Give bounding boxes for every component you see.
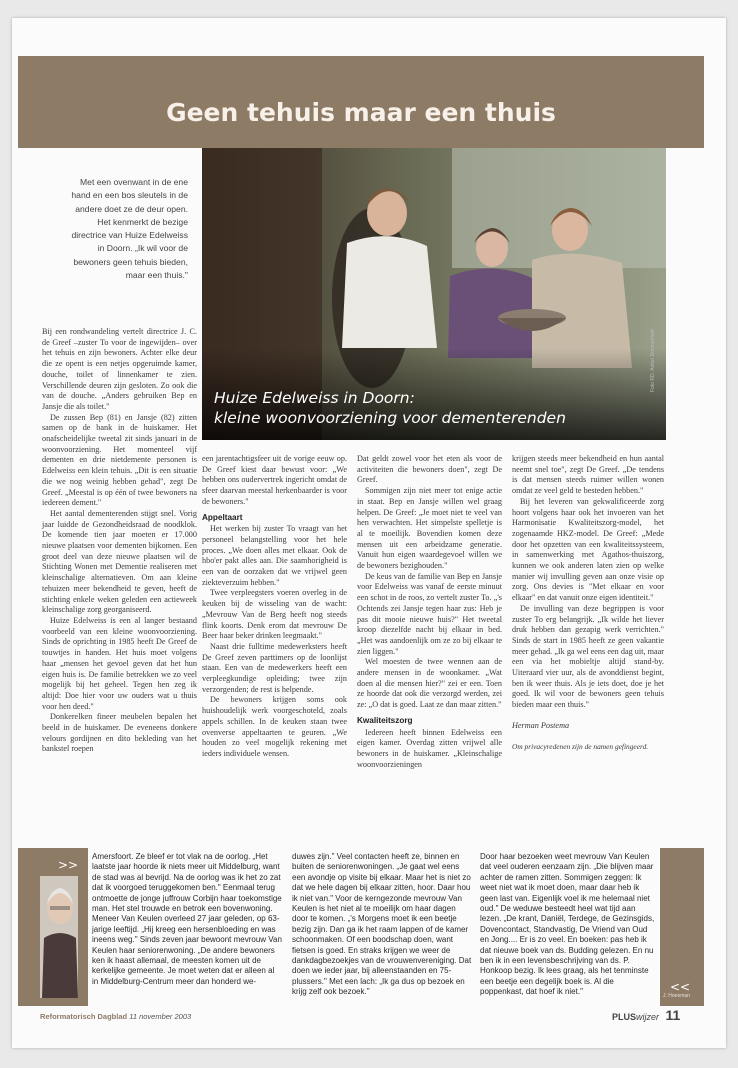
portrait-photo bbox=[40, 876, 78, 998]
paragraph: De keus van de familie van Bep en Jansje voor Edelweiss was vanaf de eerste minuut een schot in de roos, zo vertelt zuster To. „'s Ochtends zei Jansje tegen haar zus: Heb je pas dit mooie nieuwe huis?" Het tweetal kroop diezelfde nacht bij elkaar in bed. „Het was aandoenlijk om ze zo bij elkaar te zien liggen." bbox=[357, 571, 502, 656]
paragraph: Dat geldt zowel voor het eten als voor de activiteiten die bewoners doen", zegt De Greef. bbox=[357, 454, 502, 485]
paragraph: De zussen Bep (81) en Jansje (82) zitten samen op de bank in de huiskamer. Het onafscheidelijke tweetal zit sinds januari in de woonvoorziening. Het momenteel vijf dementen en drie nietdemente personen is Edelweiss een klein tehuis. „Dit is een situatie die we nog weinig hebben gehad", zegt De Greef. „Meestal is op één of twee bewoners na iedereen dement." bbox=[42, 412, 197, 508]
arrows-left-icon: << bbox=[670, 980, 691, 994]
footer-section bbox=[612, 1007, 680, 1023]
issue-date: 11 november 2003 bbox=[129, 1012, 192, 1021]
subheading-kwaliteitszorg: Kwaliteitszorg bbox=[357, 715, 413, 725]
paragraph: Door haar bezoeken weet mevrouw Van Keulen dat veel ouderen eenzaam zijn. „Die blijven maar achter de ramen zitten. Sommigen zeggen: Ik weet niet wat ik moet doen, maar daar heb ik geen last van. Eigenlijk voel ik me helemaal niet oud." De weduwe besteedt heel wat tijd aan lezen. „De krant, Daniël, Terdege, de Gezinsgids, Dovencontact, Standvastig, De Vriend van Oud en Jong.... Er is zo veel. En boeken: pas heb ik dat nieuwe boek van ds. Budding gelezen. En nu ben ik in een levensbeschrijving van ds. P. Honkoop bezig. Ik lees graag, als het tenminste een beetje een degelijk boek is. Al die poppenkast, dat hoef ik niet." bbox=[480, 852, 655, 997]
arrows-right-icon: >> bbox=[58, 858, 79, 872]
paragraph: Sommigen zijn niet meer tot enige actie in staat. Bep en Jansje willen wel graag helpen. De Greef: „Je moet niet te veel van hen verwachten. Het simpelste spelletje is al te moeilijk. Bovendien komen deze mensen uit een arbeidzame generatie. Vanuit hun eigen waardegevoel willen we de bewoners bezighouden." bbox=[357, 486, 502, 571]
photo-caption bbox=[214, 388, 566, 428]
portrait-image bbox=[40, 876, 78, 998]
column-2 bbox=[202, 454, 347, 760]
paragraph: Twee verpleegsters voeren overleg in de keuken bij de wisseling van de wacht: „Mevrouw Van de Berg heeft nog steeds flink koorts. Denk erom dat mevrouw De Beer haar beker drinken leegmaakt." bbox=[202, 588, 347, 641]
paragraph: een jarentachtigsfeer uit de vorige eeuw op. De Greef kiest daar bewust voor: „We hebben ons oudervertrek ingericht omdat de sfeer daarvan meestal herkenbaarder is voor de bewoners." bbox=[202, 454, 347, 506]
article-title: Geen tehuis maar een thuis bbox=[166, 98, 556, 127]
subheading-appeltaart: Appeltaart bbox=[202, 512, 243, 522]
bottom-text-area bbox=[88, 848, 660, 1006]
paper-name: Reformatorisch Dagblad bbox=[40, 1012, 128, 1021]
paragraph: Naast drie fulltime medewerksters heeft De Greef zeven parttimers op de loonlijst staan. Een van de medewerkers heeft een verpleegkundige opleiding; twee zijn verzorgenden; de rest is helpende. bbox=[202, 641, 347, 694]
article-intro: Met een ovenwant in de ene hand en een bos sleutels in de andere doet ze de deur open. Het kenmerkt de bezige directrice van Huize Edelweiss in Doorn. „Ik wil voor de bewoners geen tehuis bieden, maar een thuis." bbox=[71, 177, 188, 281]
column-1 bbox=[42, 327, 197, 755]
portrait-credit: J. Hoeeman bbox=[663, 993, 690, 999]
paragraph: duwes zijn." Veel contacten heeft ze, binnen en buiten de seniorenwoningen. „Je gaat wel eens een avondje op visite bij elkaar. Maar het is niet zo dat we hele dagen bij elkaar zitten, hoor. Daar hou ik niet van." Voor de kerngezonde mevrouw Van Keulen is het niet al te moeilijk om haar dagen door te komen. „'s Morgens moet ik een beetje bezig zijn. Dan ga ik het raam lappen of de kamer schoonmaken. Of een boodschap doen, want fietsen is goed. En straks krijgen we weer de dankdagbezoekjes van de vrouwenvereniging. Dat doen we ieder jaar, bij alleenstaanden en 75-plussers." Met een lach: „Ik ga dus op bezoek en krijg zelf ook bezoek." bbox=[292, 852, 472, 997]
bottom-column-1 bbox=[92, 852, 282, 987]
author-signature: Herman Postema bbox=[512, 720, 570, 730]
paragraph: Huize Edelweiss is een al langer bestaand voorbeeld van een kleine woonvoorziening. Sinds de oprichting in 1985 heeft De Greef de touwtjes in handen. Het huis moet volgens haar „mensen het gevoel geven dat het hun eigen huis is. De familie betrekken we zo veel mogelijk bij het geheel. Tegen hen zeg ik altijd: Doe hier voor uw ouders wat u thuis voor hen deed." bbox=[42, 615, 197, 711]
photo-credit: Foto RD, Anton Dommerholt bbox=[650, 329, 656, 392]
paragraph: Amersfoort. Ze bleef er tot vlak na de oorlog. „Het laatste jaar hoorde ik niets meer uit Middelburg, want de stad was al bevrijd. Na de oorlog was ik het zo zat dat ik voorgoed teruggekomen ben." Eenmaal terug ontmoette de jonge juffrouw Corbijn haar toekomstige man. Het stel trouwde en betrok een bovenwoning. Meneer Van Keulen overleed 27 jaar geleden, op 63-jarige leeftijd. „Hij kreeg een hersenbloeding en was ineens weg." Sinds zeven jaar bewoont mevrouw Van Keulen haar seniorenwoning. „De andere bewoners ken ik haast allemaal, de meesten komen uit de kerkelijke gemeente. Je moet weten dat er alleen al in Middelburg-Centrum meer dan honderd we- bbox=[92, 852, 282, 986]
paragraph: Het aantal dementerenden stijgt snel. Vorig jaar luidde de Gezondheidsraad de noodklok. De komende tien jaar moeten er 17.000 nieuwe plaatsen voor dementen bijkomen. Een groot deel van deze nieuwe plaatsen wil de Stichting Wonen met Dementie realiseren met kleinschalige alternatieven. Om aan kleine tehuizen meer bekendheid te geven, heeft de stichting enkele weken geleden een actieweek kleinschalige zorg georganiseerd. bbox=[42, 508, 197, 615]
bottom-column-3 bbox=[480, 852, 658, 998]
page-number: 11 bbox=[665, 1007, 681, 1023]
plus-label: PLUS bbox=[612, 1012, 637, 1022]
privacy-note: Om privacyredenen zijn de namen gefingeerd. bbox=[512, 741, 649, 751]
column-3 bbox=[357, 454, 502, 770]
paragraph: Wel moesten de twee wennen aan de andere mensen in de woonkamer. „Wat doen al die mensen hier?" zei er een. Toen ze hoorde dat ook die verzorgd werden, zei ze: „O dat is goed. Laat ze dan maar zitten." bbox=[357, 657, 502, 710]
bottom-feature-band bbox=[18, 848, 704, 1006]
bottom-column-2 bbox=[292, 852, 472, 998]
paragraph: De invulling van deze begrippen is voor zuster To erg belangrijk. „Ik wilde het liever druk hebben dan gezapig werk verrichten." Sinds de start in 1985 heeft ze geen vakantie meer gehad. „Ik ga wel eens een dag uit, maar een via het mobieltje altijd stand-by. Uiteraard vier uur, als de avonddienst begint, ben ik weer thuis. Als je iets doet, doe je het goed. Ik wil voor de bewoners geen tehuis bieden maar een thuis." bbox=[512, 603, 664, 710]
footer-paper bbox=[40, 1012, 191, 1021]
caption-line-1: Huize Edelweiss in Doorn: bbox=[214, 389, 415, 407]
caption-line-2: kleine woonvoorziening voor dementerenden bbox=[214, 409, 566, 427]
column-4 bbox=[512, 454, 664, 752]
paragraph: Het werken bij zuster To vraagt van het personeel belangstelling voor het hele proces. „We doen alles met elkaar. Ook de hbo'er pakt alles aan. Die saamhorigheid is een van de oorzaken dat we vrijwel geen ziekteverzuim hebben." bbox=[202, 524, 347, 587]
paragraph: De bewoners krijgen soms ook huishoudelijk werk voorgeschoteld, zoals appels schillen. In de keuken staan twee ovenverse appeltaarten te geuren. „We houden zo veel mogelijk rekening met ieders individuele wensen. bbox=[202, 695, 347, 758]
paragraph: Iedereen heeft binnen Edelweiss een eigen kamer. Overdag zitten vrijwel alle bewoners in de huiskamer. „Kleinschalige woonvoorzieningen bbox=[357, 727, 502, 769]
paragraph: krijgen steeds meer bekendheid en hun aantal neemt snel toe", zegt De Greef. „De tendens is dat mensen steeds ruimer willen wonen omdat ze veel geld te besteden hebben." bbox=[512, 454, 664, 496]
section-label: wijzer bbox=[636, 1012, 660, 1022]
paragraph: Bij het leveren van gekwalificeerde zorg hoort volgens haar ook het invoeren van het Harmonisatie Kwaliteitszorg-model, het zogenaamde HKZ-model. De Greef: „Mede door het opzetten van een kwaliteitssysteem, in samenwerking met Agathos-thuiszorg, kunnen we ook anderen laten zien op welke manier wij invulling geven aan onze visie op zorg. Ons devies is "Met elkaar en voor elkaar" en dat vanuit onze eigen identiteit." bbox=[512, 496, 664, 603]
paragraph: Bij een rondwandeling vertelt directrice J. C. de Greef –zuster To voor de ingewijden– over het tehuis en zijn bewoners. Achter elke deur die ze opent is een netjes opgeruimde kamer, douche, toilet of linnenkamer te zien. Verschillende deuren zijn gesloten. Zo ook die van de douche. „Anders gebruiken Bep en Jansje die als toilet." bbox=[42, 327, 197, 411]
paragraph: Donkerelken fineer meubelen bepalen het beeld in de huiskamer. De eveneens donkere velours gordijnen en dito bekleding van het bankstel roepen bbox=[42, 712, 197, 754]
